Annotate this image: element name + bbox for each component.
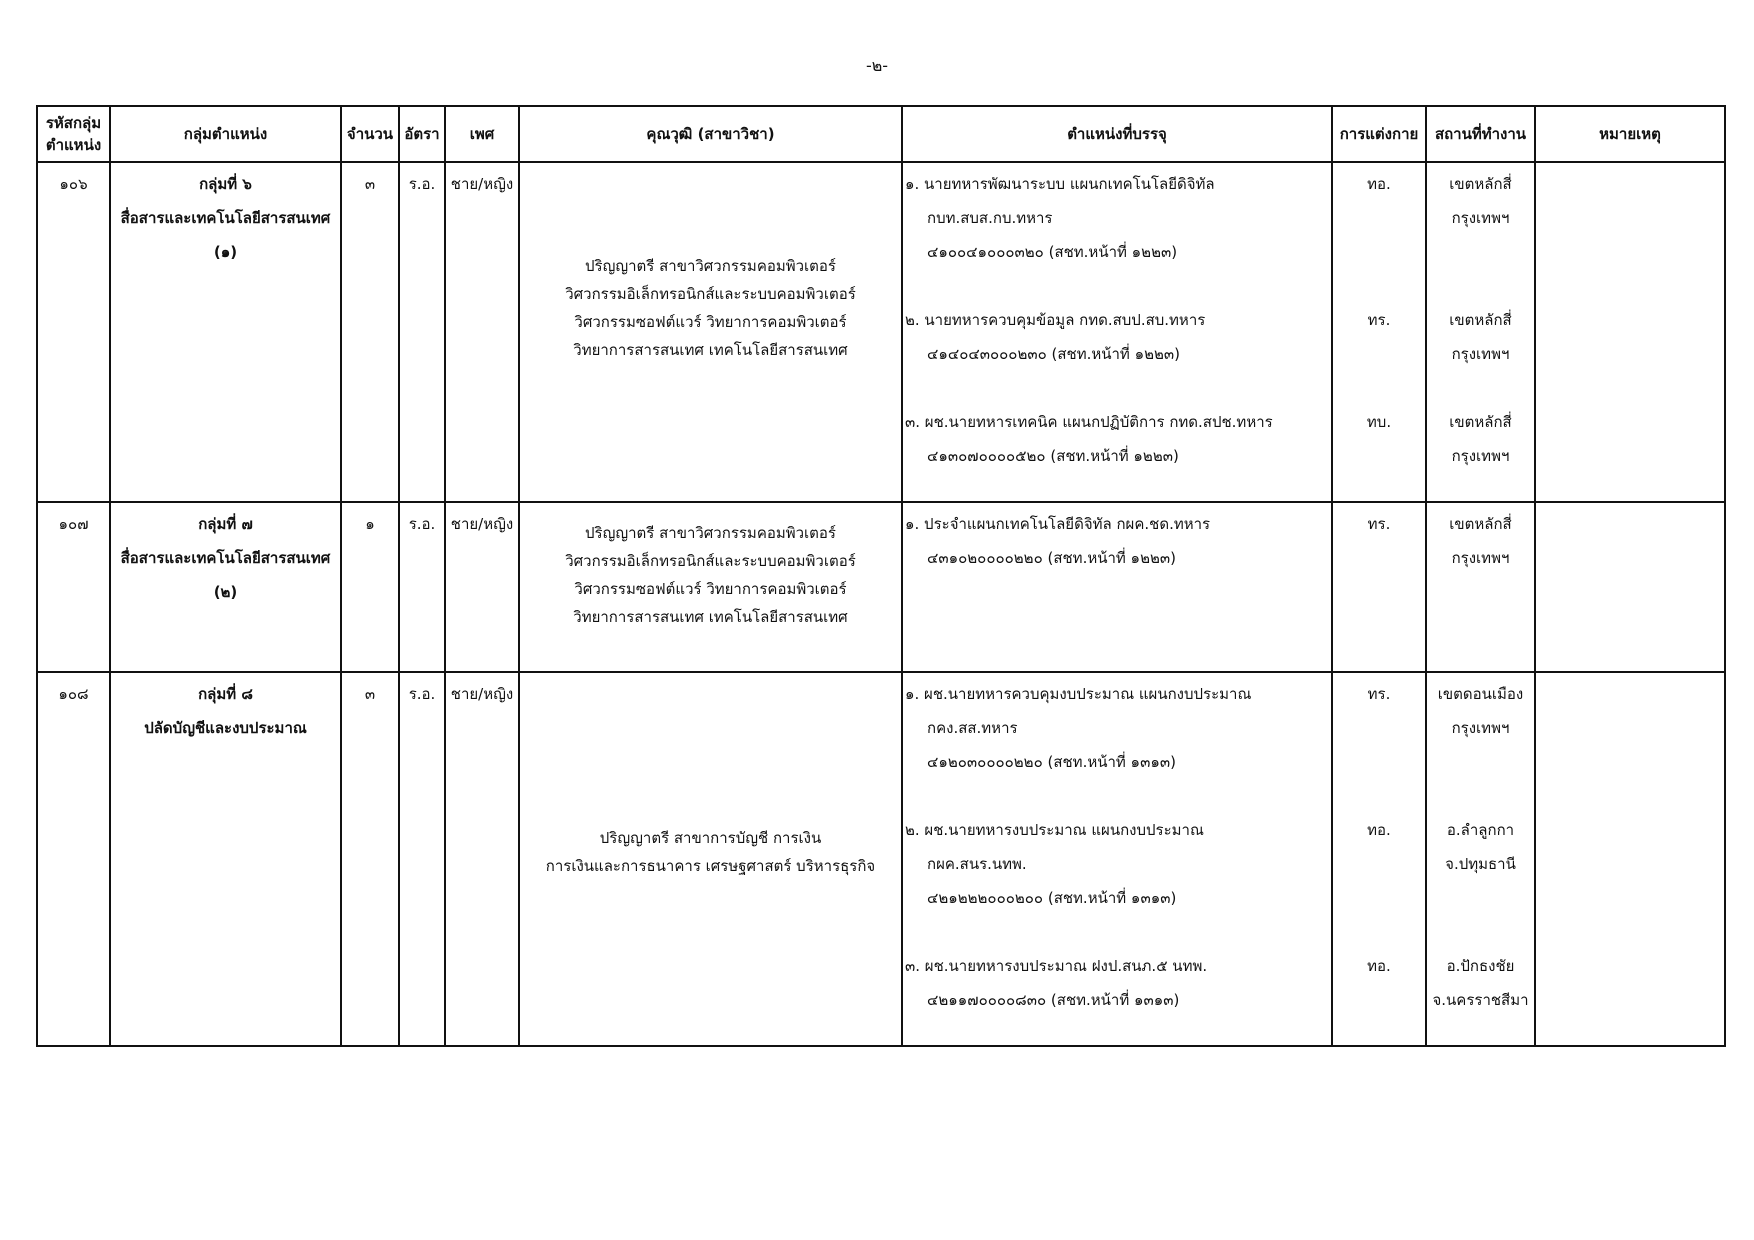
group-name: ปลัดบัญชีและงบประมาณ: [144, 719, 307, 737]
table-row: [37, 672, 1725, 1046]
uniform-list: ทอ. ทร. ทบ.: [1332, 162, 1426, 502]
header-row: [37, 106, 1725, 162]
header-position: ตำแหน่งที่บรรจุ: [902, 106, 1332, 162]
group-name: (๑): [213, 243, 238, 261]
table-row: [37, 502, 1725, 672]
uniform-list: ทร.: [1332, 502, 1426, 672]
remark-cell: [1535, 502, 1725, 672]
header-remark: หมายเหตุ: [1535, 106, 1725, 162]
remark-cell: [1535, 162, 1725, 502]
gender-value: ชาย/หญิง: [450, 685, 514, 703]
group-code: ๑๐๘: [58, 685, 89, 703]
count-value: ๑: [365, 515, 375, 533]
rate-value: ร.อ.: [408, 515, 436, 533]
rate-value: ร.อ.: [408, 685, 436, 703]
rate-value: ร.อ.: [408, 175, 436, 193]
count-value: ๓: [364, 175, 376, 193]
gender-value: ชาย/หญิง: [450, 175, 514, 193]
position-list: ๑. ประจำแผนกเทคโนโลยีดิจิทัล กผค.ชด.ทหาร ๔๓๑๐๒๐๐๐๐๒๒๐ (สชท.หน้าที่ ๑๒๒๓): [902, 502, 1332, 672]
group-name: สื่อสารและเทคโนโลยีสารสนเทศ: [120, 209, 331, 227]
qualification-text: ปริญญาตรี สาขาการบัญชี การเงิน การเงินและการธนาคาร เศรษฐศาสตร์ บริหารธุรกิจ: [545, 829, 876, 875]
workplace-list: เขตหลักสี่ กรุงเทพฯ: [1426, 502, 1535, 672]
recruitment-table: [36, 105, 1726, 1047]
header-uniform: การแต่งกาย: [1332, 106, 1426, 162]
count-value: ๓: [364, 685, 376, 703]
header-gender: เพศ: [445, 106, 519, 162]
group-code: ๑๐๖: [59, 175, 88, 193]
group-name: กลุ่มที่ ๖: [199, 175, 252, 193]
header-qualification: คุณวุฒิ (สาขาวิชา): [519, 106, 902, 162]
group-name: สื่อสารและเทคโนโลยีสารสนเทศ: [120, 549, 331, 567]
header-group: กลุ่มตำแหน่ง: [110, 106, 341, 162]
group-name: กลุ่มที่ ๘: [198, 685, 253, 703]
gender-value: ชาย/หญิง: [450, 515, 514, 533]
group-name: (๒): [213, 583, 238, 601]
page-number: -๒-: [865, 56, 889, 75]
qualification-text: ปริญญาตรี สาขาวิศวกรรมคอมพิวเตอร์ วิศวกรรมอิเล็กทรอนิกส์และระบบคอมพิวเตอร์ วิศวกรรมซอฟต์แวร์ วิทยาการคอมพิวเตอร์ วิทยาการสารสนเทศ เทคโนโลยีสารสนเทศ: [565, 257, 856, 359]
group-code: ๑๐๗: [58, 515, 89, 533]
header-code: รหัสกลุ่ม ตำแหน่ง: [37, 106, 110, 162]
uniform-list: ทร. ทอ. ทอ.: [1332, 672, 1426, 1046]
qualification-text: ปริญญาตรี สาขาวิศวกรรมคอมพิวเตอร์ วิศวกรรมอิเล็กทรอนิกส์และระบบคอมพิวเตอร์ วิศวกรรมซอฟต์แวร์ วิทยาการคอมพิวเตอร์ วิทยาการสารสนเทศ เทคโนโลยีสารสนเทศ: [565, 524, 856, 626]
position-list: ๑. นายทหารพัฒนาระบบ แผนกเทคโนโลยีดิจิทัล กบท.สบส.กบ.ทหาร ๔๑๐๐๔๑๐๐๐๓๒๐ (สชท.หน้าที่ ๑๒๒๓) ๒. นายทหารควบคุมข้อมูล กทด.สบป.สบ.ทหาร ๔๑๔๐๔๓๐๐๐๒๓๐ (สชท.หน้าที่ ๑๒๒๓) ๓. ผช.นายทหารเทคนิค แผนกปฏิบัติการ กทด.สปช.ทหาร ๔๑๓๐๗๐๐๐๐๕๒๐ (สชท.หน้าที่ ๑๒๒๓): [902, 162, 1332, 502]
remark-cell: [1535, 672, 1725, 1046]
header-rate: อัตรา: [399, 106, 445, 162]
group-name: กลุ่มที่ ๗: [198, 515, 253, 533]
workplace-list: เขตดอนเมือง กรุงเทพฯ อ.ลำลูกกา จ.ปทุมธานี อ.ปักธงชัย จ.นครราชสีมา: [1426, 672, 1535, 1046]
workplace-list: เขตหลักสี่ กรุงเทพฯ เขตหลักสี่ กรุงเทพฯ เขตหลักสี่ กรุงเทพฯ: [1426, 162, 1535, 502]
header-count: จำนวน: [341, 106, 399, 162]
position-list: ๑. ผช.นายทหารควบคุมงบประมาณ แผนกงบประมาณ กคง.สส.ทหาร ๔๑๒๐๓๐๐๐๐๒๒๐ (สชท.หน้าที่ ๑๓๑๓) ๒. ผช.นายทหารงบประมาณ แผนกงบประมาณ กผค.สนร.นทพ. ๔๒๑๒๒๒๐๐๐๒๐๐ (สชท.หน้าที่ ๑๓๑๓) ๓. ผช.นายทหารงบประมาณ ฝงป.สนภ.๕ นทพ. ๔๒๑๑๗๐๐๐๐๘๓๐ (สชท.หน้าที่ ๑๓๑๓): [902, 672, 1332, 1046]
header-workplace: สถานที่ทำงาน: [1426, 106, 1535, 162]
table-row: [37, 162, 1725, 502]
